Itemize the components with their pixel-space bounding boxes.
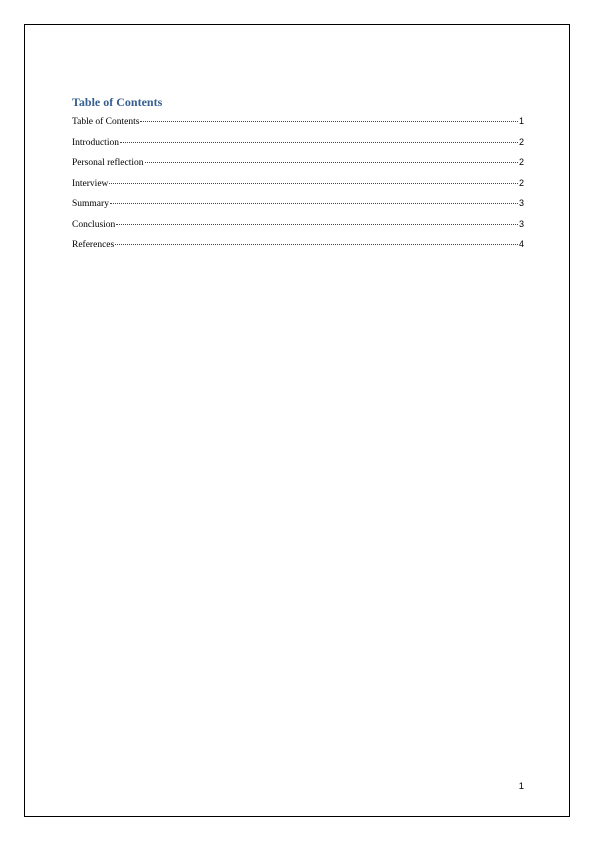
toc-entry-title: Introduction	[72, 137, 119, 148]
toc-dot-leader	[120, 142, 518, 143]
toc-entry-page: 2	[518, 136, 524, 147]
toc-dot-leader	[145, 162, 518, 163]
toc-dot-leader	[110, 203, 518, 204]
toc-entry-title: Conclusion	[72, 219, 116, 230]
toc-entries	[72, 116, 524, 260]
toc-entry-title: Summary	[72, 199, 109, 209]
toc-entry-title: References	[72, 240, 115, 250]
toc-heading: Table of Contents	[72, 95, 163, 109]
toc-entry-table-of-contents[interactable]	[72, 116, 524, 137]
toc-dot-leader	[109, 183, 518, 184]
table-of-contents	[72, 95, 524, 260]
toc-entry-title: Interview	[72, 178, 109, 189]
toc-entry-personal-reflection[interactable]	[72, 157, 524, 178]
toc-entry-title: Table of Contents	[72, 117, 140, 127]
toc-entry-interview[interactable]	[72, 178, 524, 199]
toc-entry-summary[interactable]	[72, 198, 524, 219]
toc-dot-leader	[140, 121, 518, 122]
toc-entry-page: 4	[518, 239, 524, 249]
toc-entry-page: 1	[518, 116, 524, 126]
toc-entry-title: Personal reflection	[72, 158, 144, 168]
toc-entry-references[interactable]	[72, 239, 524, 260]
toc-entry-page: 3	[518, 198, 524, 208]
toc-entry-introduction[interactable]	[72, 137, 524, 158]
page-number: 1	[518, 781, 524, 792]
toc-dot-leader	[116, 224, 518, 225]
toc-entry-page: 2	[518, 157, 524, 167]
toc-entry-conclusion[interactable]	[72, 219, 524, 240]
toc-entry-page: 3	[518, 218, 524, 229]
toc-entry-page: 2	[518, 177, 524, 188]
toc-dot-leader	[115, 244, 518, 245]
